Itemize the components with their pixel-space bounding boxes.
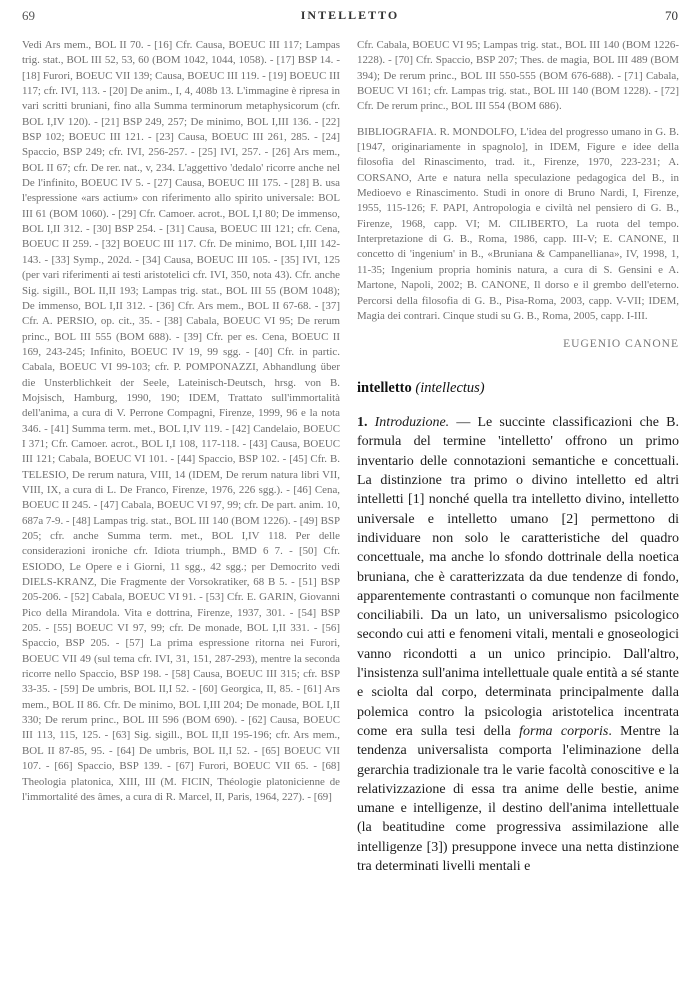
entry-text-part-1: — Le succinte classificazioni che B. formula del termine 'intelletto' offrono un primo inventario delle connotazioni semantiche e concettuali. La distinzione tra primo o divino intelletto ed altri intelletti [1] nonché quella tra intelletto divino, intelletto universale e intelletto umano [2] permettono di individuare non solo le caratteristiche del quadro concettuale, ma anche lo sfondo dottrinale della noetica bruniana, che è caratterizzata da due tendenze di fondo, apparentemente contrastanti o comunque non facilmente conciliabili. Da un lato, un universalismo psicologico secondo cui atti e fenomeni vitali, mentali e gnoseologici vanno ricondotti a un unico principio. Dall'altro, l'insistenza sull'anima intellettuale quale entità a sé stante e sciolta dal corpo, determinata principalmente dalla polemica contro la psicologia aristotelica incentrata come era sulla tesi della [357,415,679,739]
entry-italic-term: forma corporis [519,723,609,739]
bibliography-text: R. MONDOLFO, L'idea del progresso umano in G. B. [1947, originariamente in spagnolo], in IDEM, Figure e idee della filosofia del Rinascimento, trad. it., Firenze, 1970, 223-231; A. CORSANO, Arte e natura nella speculazione pedagogica del B., in Medioevo e Rinascimento. Studi in onore di Bruno Nardi, I, Firenze, 1955, 115-126; F. PAPI, Antropologia e civiltà nel pensiero di G. B., Firenze, 1968, capp. VI; M. CILIBERTO, La ruota del tempo. Interpretazione di G. B., Roma, 1986, capp. III-V; E. CANONE, Il concetto di 'ingenium' in B., «Bruniana & Campanelliana», IV, 1998, 1, 11-35; Ingenium propria hominis natura, a cura di S. Gensini e A. Martone, Napoli, 2002; B. CANONE, Il dorso e il grembo dell'eterno. Percorsi della filosofia di G. B., Pisa-Roma, 2003, capp. V-VII; IDEM, Magia dei contrari. Cinque studi su G. B., Roma, 2005, capp. I-III. [357,125,679,322]
page-number-right: 70 [665,8,678,23]
headword-latin: (intellectus) [415,380,485,397]
endnotes-left: Vedi Ars mem., BOL II 70. - [16] Cfr. Causa, BOEUC III 117; Lampas trig. stat., BOL III 52, 53, 60 (BOM 1042, 1044, 1058). - [17] BSP 14. - [18] Furori, BOEUC VII 139; Causa, BOEUC III 119. - [19] BOEUC III 117; cfr. IVI, 113. - [20] De anim., I, 4, 408b 13. L'immagine è ripresa in vari scritti bruniani, fino alla Summa terminorum metaphysicorum (cfr. BOL I,IV 120). - [21] BSP 249, 257; De minimo, BOL I,III 136. - [22] BSP 102; BOEUC III 121. - [23] Causa, BOEUC III 261, 285. - [24] Spaccio, BSP 249; cfr. IVI, 256-257. - [25] IVI, 257. - [26] Ars mem., BOL II 67; cfr. De rer. nat., v, 234. L'aggettivo 'dedalo' ricorre anche nel De l'infinito, BOEUC IV 5. - [27] Causa, BOEUC III 175. - [28] B. usa l'espressione «ars actium» con riferimento allo spirito universale: BOL III 61 (BOM 1060). - [29] Cfr. Camoer. acrot., BOL I,I 80; De immenso, BOL I,II 312. - [30] BSP 254. - [31] Causa, BOEUC III 121; cfr. Cena, BOEUC II 259. - [32] BOEUC III 117. Cfr. De minimo, BOL I,III 142-143. - [33] Symp., 202d. - [34] Causa, BOEUC III 105. - [35] IVI, 125 (per vari riferimenti ai testi aristotelici cfr. IVI, 350, nota 43). Cfr. anche Sig. sigill., BOL II,II 193; Lampas trig. stat., BOL III 55 (BOM 1048); De immenso, BOL I,II 312. - [36] Cfr. Ars mem., BOL II 67-68. - [37] Cfr. A. PERSIO, op. cit., 35. - [38] Cabala, BOEUC VI 95; De rerum princ., BOL III 555 (BOM 688). - [39] Cfr. per es. Cena, BOEUC II 169, 243-245; Infinito, BOEUC IV 19, 99 sgg. - [40] Cfr. in partic. Cabala, BOEUC VI 99-103; cfr. P. POMPONAZZI, Abhandlung über die Unsterblichkeit der Seele, Lateinisch-Deutsch, hrsg. von B. Mojsisch, Hamburg, 1990, 190; IDEM, Trattato sull'immortalità dell'anima, a cura di V. Perrone Compagni, Firenze, 1999, 96 e la nota 346. - [41] Summa term. met., BOL I,IV 119. - [42] Candelaio, BOEUC I 371; Cfr. Camoer. acrot., BOL I,I 108, 117-118. - [43] Causa, BOEUC III 121; Cabala, BOEUC VI 101. - [44] Spaccio, BSP 102. - [45] Cfr. B. TELESIO, De rerum natura, VIII, 14 (IDEM, De rerum natura libri VII, VIII, IX, a cura di L. De Franco, Firenze, 1976, 226 sgg.). - [46] Cena, BOEUC II 245. - [47] Cabala, BOEUC VI 97, 99; cfr. De part. anim. 10, 687a 7-9. - [48] Lampas trig. stat., BOL III 140 (BOM 1226). - [49] BSP 205; cfr. anche Summa term. met., BOL I,IV 118. Per delle considerazioni ironiche cfr. Idiota triumph., BMD 6 7. - [50] Cfr. ESIODO, Le Opere e i Giorni, 11 sgg., 42 sgg.; per Democrito vedi DIELS-KRANZ, Die Fragmente der Vorsokratiker, 68 B 5. - [51] BSP 205-206. - [52] Cabala, BOEUC VI 91. - [53] Cfr. E. GARIN, Giovanni Pico della Mirandola. Vita e dottrina, Firenze, 1937, 301. - [54] BSP 205. - [55] BOEUC VI 97, 99; cfr. De monade, BOL I,II 331. - [56] Spaccio, BSP 205. - [57] La prima espressione ritorna nei Furori, BOEUC VII 49 (sul tema cfr. IVI, 31, 151, 287-293), mentre la seconda ricorre nello Spaccio, BSP 198. - [58] Causa, BOEUC III 315; cfr. BSP 33-35. - [59] De umbris, BOL II,I 52. - [60] Georgica, II, 85. - [61] Ars mem., BOL II 86. Cfr. De minimo, BOL I,III 204; De monade, BOL I,II 330; De rerum princ., BOL III 596 (BOM 690). - [62] Causa, BOEUC III 113, 115, 125. - [63] Sig. sigill., BOL II,II 195-196; cfr. Ars mem., BOL II 87-85, 95. - [64] De umbris, BOL II,I 52. - [65] BOEUC VII 107. - [66] Spaccio, BSP 139. - [67] Furori, BOEUC VII 65. - [68] Theologia platonica, XIII, III (M. FICIN, Théologie platonicienne de l'immortalité des âmes, a cura di R. Marcel, II, Paris, 1964, 227). - [69] [22,39,340,803]
running-header [22,4,678,28]
bibliography [357,125,679,324]
right-column [357,38,679,876]
running-title: INTELLETTO [300,8,400,22]
endnotes-right: Cfr. Cabala, BOEUC VI 95; Lampas trig. stat., BOL III 140 (BOM 1226-1228). - [70] Cfr. Spaccio, BSP 207; Thes. de magia, BOL III 489 (BOM 394); De rerum princ., BOL III 550-555 (BOM 676-688). - [71] Cabala, BOEUC VI 161; cfr. Lampas trig. stat., BOL III 140 (BOM 1228). - [72] Cfr. De rerum princ., BOL III 554 (BOM 686). [357,39,679,113]
bibliography-label: BIBLIOGRAFIA. [357,125,437,138]
section-label [357,415,449,430]
headword-term: intelletto [357,380,412,397]
entry-text-part-2: . Mentre la tendenza universalista comporta l'eliminazione della gerarchia tradizionale tra le varie facoltà conoscitive e la relativizzazione di essa tra anime delle bestie, anime umane e intelligenze, il destino dell'anima intellettuale (la beatitudine come progressiva assimilazione alle intelligenze [3]) presuppone invece una netta distinzione tra determinati livelli mentali e [357,723,679,875]
page-number-left: 69 [22,8,35,23]
section-label-text: 1. Introduzione. [357,415,450,431]
entry-body [357,413,679,876]
entry-headword [357,380,679,397]
author-signature: EUGENIO CANONE [563,338,679,351]
left-column [22,38,340,805]
